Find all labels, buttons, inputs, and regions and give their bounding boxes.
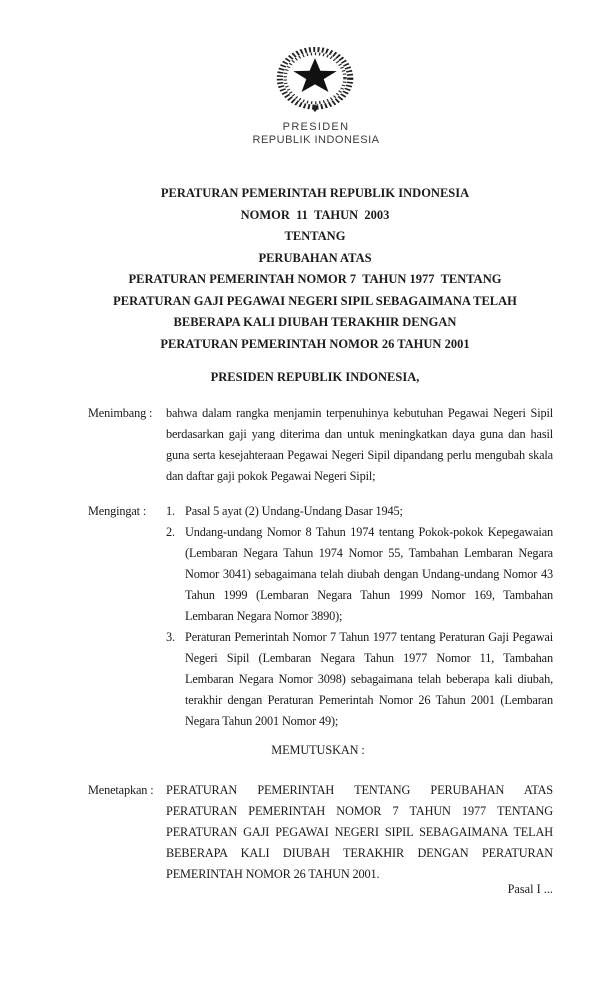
- body-line: PERATURAN GAJI PEGAWAI NEGERI SIPIL SEBAGAIMANA TELAH: [166, 825, 553, 839]
- list-item-text: [185, 501, 553, 522]
- list-item: [166, 501, 553, 522]
- catchword-pasal-i: Pasal I ...: [507, 882, 553, 896]
- mengingat-list: [166, 501, 553, 732]
- body-line: PERATURAN PEMERINTAH NOMOR 7 TAHUN 1977 TENTANG: [166, 804, 553, 818]
- title-line: BEBERAPA KALI DIUBAH TERAKHIR DENGAN: [173, 315, 457, 329]
- body-line: guna serta kesejahteraan Pegawai Negeri Sipil dipandang perlu mengubah skala: [166, 448, 553, 462]
- body-line: Pasal 5 ayat (2) Undang-Undang Dasar 1945;: [185, 504, 403, 518]
- menimbang-label: Menimbang :: [88, 406, 153, 420]
- body-line: Negeri Sipil (Lembaran Negara Tahun 1977 Nomor 11, Tambahan: [185, 651, 553, 665]
- star-wreath-icon: [271, 43, 359, 115]
- body-line: PEMERINTAH NOMOR 26 TAHUN 2001.: [166, 867, 380, 881]
- list-item-number: 2.: [166, 525, 175, 539]
- body-line: Peraturan Pemerintah Nomor 7 Tahun 1977 tentang Peraturan Gaji Pegawai: [185, 630, 553, 644]
- title-line: PERUBAHAN ATAS: [258, 250, 372, 265]
- title-line: PERATURAN PEMERINTAH REPUBLIK INDONESIA: [160, 186, 470, 200]
- title-line: PERATURAN PEMERINTAH NOMOR 26 TAHUN 2001: [160, 336, 470, 351]
- list-item: [166, 627, 553, 732]
- body-line: Nomor 3041) sebagaimana telah diubah dengan Undang-undang Nomor 43: [185, 567, 553, 581]
- list-item-number: 1.: [166, 504, 175, 518]
- body-line: Tahun 1999 (Lembaran Negara Tahun 1999 Nomor 169, Tambahan: [185, 588, 553, 602]
- opening-presiden-line: PRESIDEN REPUBLIK INDONESIA,: [210, 370, 420, 384]
- body-line: dan daftar gaji pokok Pegawai Negeri Sipil;: [166, 469, 376, 483]
- body-line: BEBERAPA KALI DIUBAH TERAKHIR DENGAN PERATURAN: [166, 846, 553, 860]
- presidential-emblem: [271, 43, 359, 115]
- clause-menetapkan: [88, 780, 553, 885]
- title-line: PERATURAN PEMERINTAH NOMOR 7 TAHUN 1977 TENTANG: [128, 272, 502, 286]
- body-line: Undang-undang Nomor 8 Tahun 1974 tentang Pokok-pokok Kepegawaian: [185, 525, 553, 539]
- body-line: berdasarkan gaji yang diterima dan untuk meningkatkan daya guna dan hasil: [166, 427, 553, 441]
- list-item-text: [185, 522, 553, 627]
- menetapkan-label: Menetapkan :: [88, 783, 154, 797]
- body-line: (Lembaran Negara Tahun 1974 Nomor 55, Tambahan Lembaran Negara: [185, 546, 553, 560]
- body-line: Negara Tahun 2001 Nomor 49);: [185, 714, 339, 728]
- menimbang-text: [166, 403, 553, 487]
- body-line: bahwa dalam rangka menjamin terpenuhinya kebutuhan Pegawai Negeri Sipil: [166, 406, 553, 420]
- emblem-caption-republik-indonesia: REPUBLIK INDONESIA: [252, 134, 380, 146]
- title-line-tentang: TENTANG: [284, 229, 346, 243]
- memutuskan-heading: MEMUTUSKAN :: [271, 743, 365, 757]
- list-item: [166, 522, 553, 627]
- menetapkan-text: [166, 780, 553, 885]
- title-line-nomor-tahun: NOMOR 11 TAHUN 2003: [240, 207, 390, 222]
- regulation-title-block: [18, 183, 612, 355]
- list-item-number: 3.: [166, 630, 175, 644]
- emblem-caption-presiden: PRESIDEN: [282, 121, 350, 133]
- body-line: PERATURAN PEMERINTAH TENTANG PERUBAHAN ATAS: [166, 783, 553, 797]
- list-item-text: [185, 627, 553, 732]
- body-line: Lembaran Negara Nomor 3890);: [185, 609, 343, 623]
- clause-menimbang: [88, 403, 553, 487]
- body-line: terakhir dengan Peraturan Pemerintah Nomor 26 Tahun 2001 (Lembaran: [185, 693, 553, 707]
- body-line: Lembaran Negara Nomor 3098) sebagaimana telah beberapa kali diubah,: [185, 672, 553, 686]
- title-line: PERATURAN GAJI PEGAWAI NEGERI SIPIL SEBAGAIMANA TELAH: [113, 293, 517, 308]
- mengingat-label: Mengingat :: [88, 504, 147, 518]
- clause-mengingat: [88, 501, 553, 732]
